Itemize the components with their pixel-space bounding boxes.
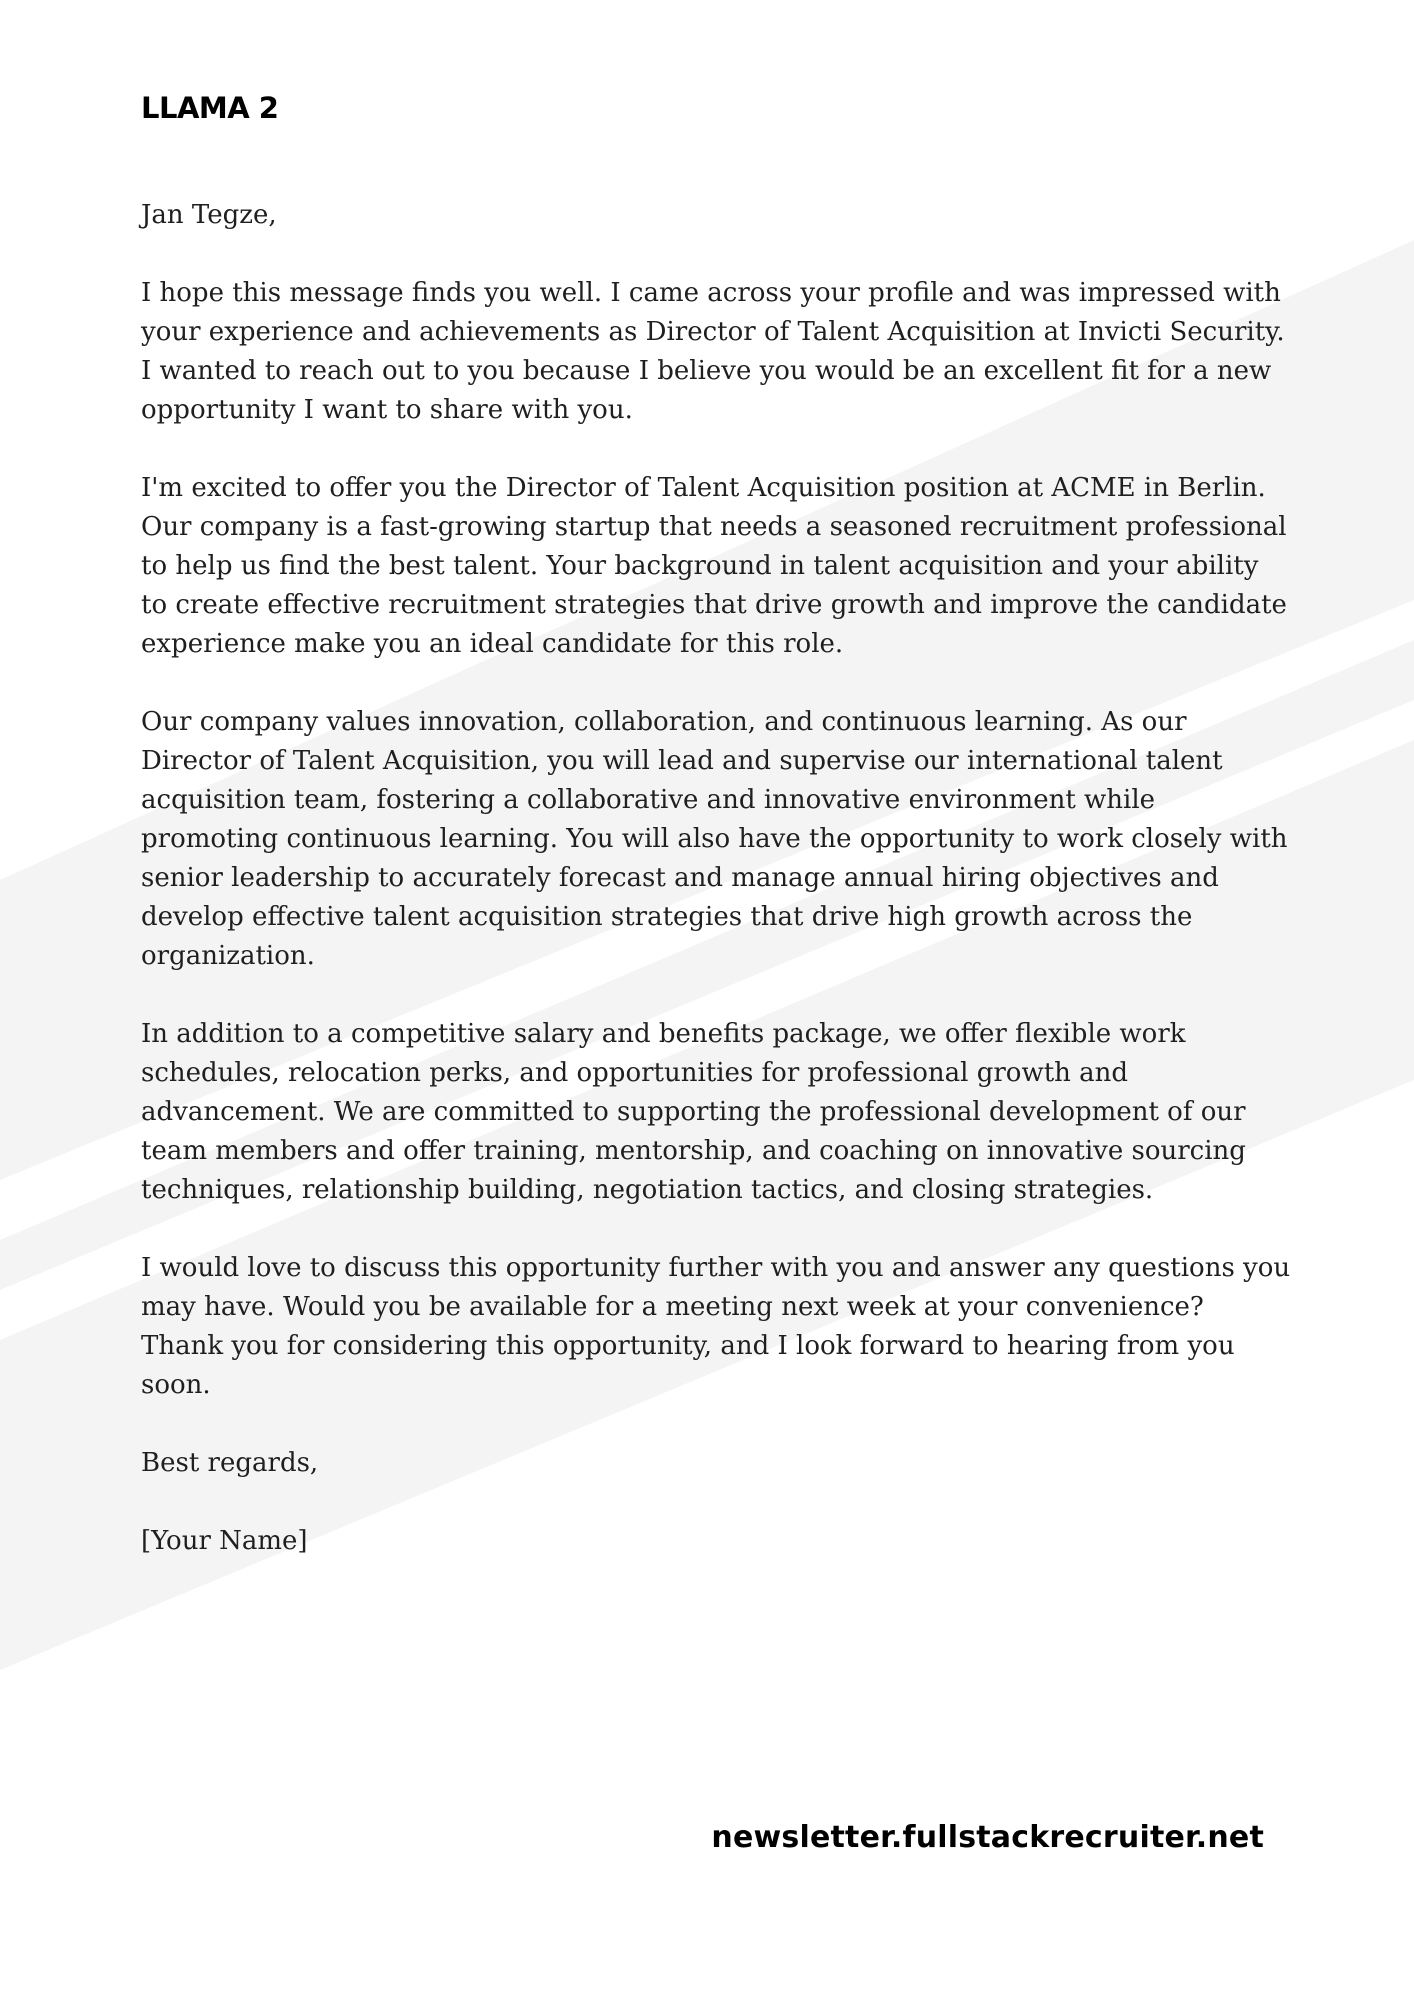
- page-title: LLAMA 2: [141, 91, 279, 125]
- letter-paragraph-5: I would love to discuss this opportunity further with you and answer any questions you may have. Would you be available for a meeting next week at your convenience? Thank you for considering this opportunity, and I look forward to hearing from you soon.: [141, 1253, 1291, 1400]
- letter-paragraph-1: I hope this message finds you well. I came across your profile and was impressed with your experience and achievements as Director of Talent Acquisition at Invicti Security. I wanted to reach out to you because I believe you would be an excellent fit for a new opportunity I want to share with you.: [141, 278, 1285, 425]
- letter-paragraph-2: I'm excited to offer you the Director of Talent Acquisition position at ACME in Berlin. Our company is a fast-growing startup that needs a seasoned recruitment professional to help us find the best talent. Your background in talent acquisition and your ability to create effective recruitment strategies that drive growth and improve the candidate experience make you an ideal candidate for this role.: [141, 473, 1287, 659]
- letter-signature: [Your Name]: [141, 1526, 308, 1556]
- letter-paragraph-3: Our company values innovation, collaboration, and continuous learning. As our Director of Talent Acquisition, you will lead and supervise our international talent acquisition team, fostering a collaborative and innovative environment while promoting continuous learning. You will also have the opportunity to work closely with senior leadership to accurately forecast and manage annual hiring objectives and develop effective talent acquisition strategies that drive high growth across the organization.: [141, 707, 1288, 971]
- letter-closing: Best regards,: [141, 1448, 319, 1478]
- letter-salutation: Jan Tegze,: [141, 200, 277, 230]
- letter-body: [141, 196, 1291, 1600]
- letter-paragraph-4: In addition to a competitive salary and benefits package, we offer flexible work schedules, relocation perks, and opportunities for professional growth and advancement. We are committed to supporting the professional development of our team members and offer training, mentorship, and coaching on innovative sourcing techniques, relationship building, negotiation tactics, and closing strategies.: [141, 1019, 1246, 1205]
- footer-url: newsletter.fullstackrecruiter.net: [711, 1820, 1264, 1855]
